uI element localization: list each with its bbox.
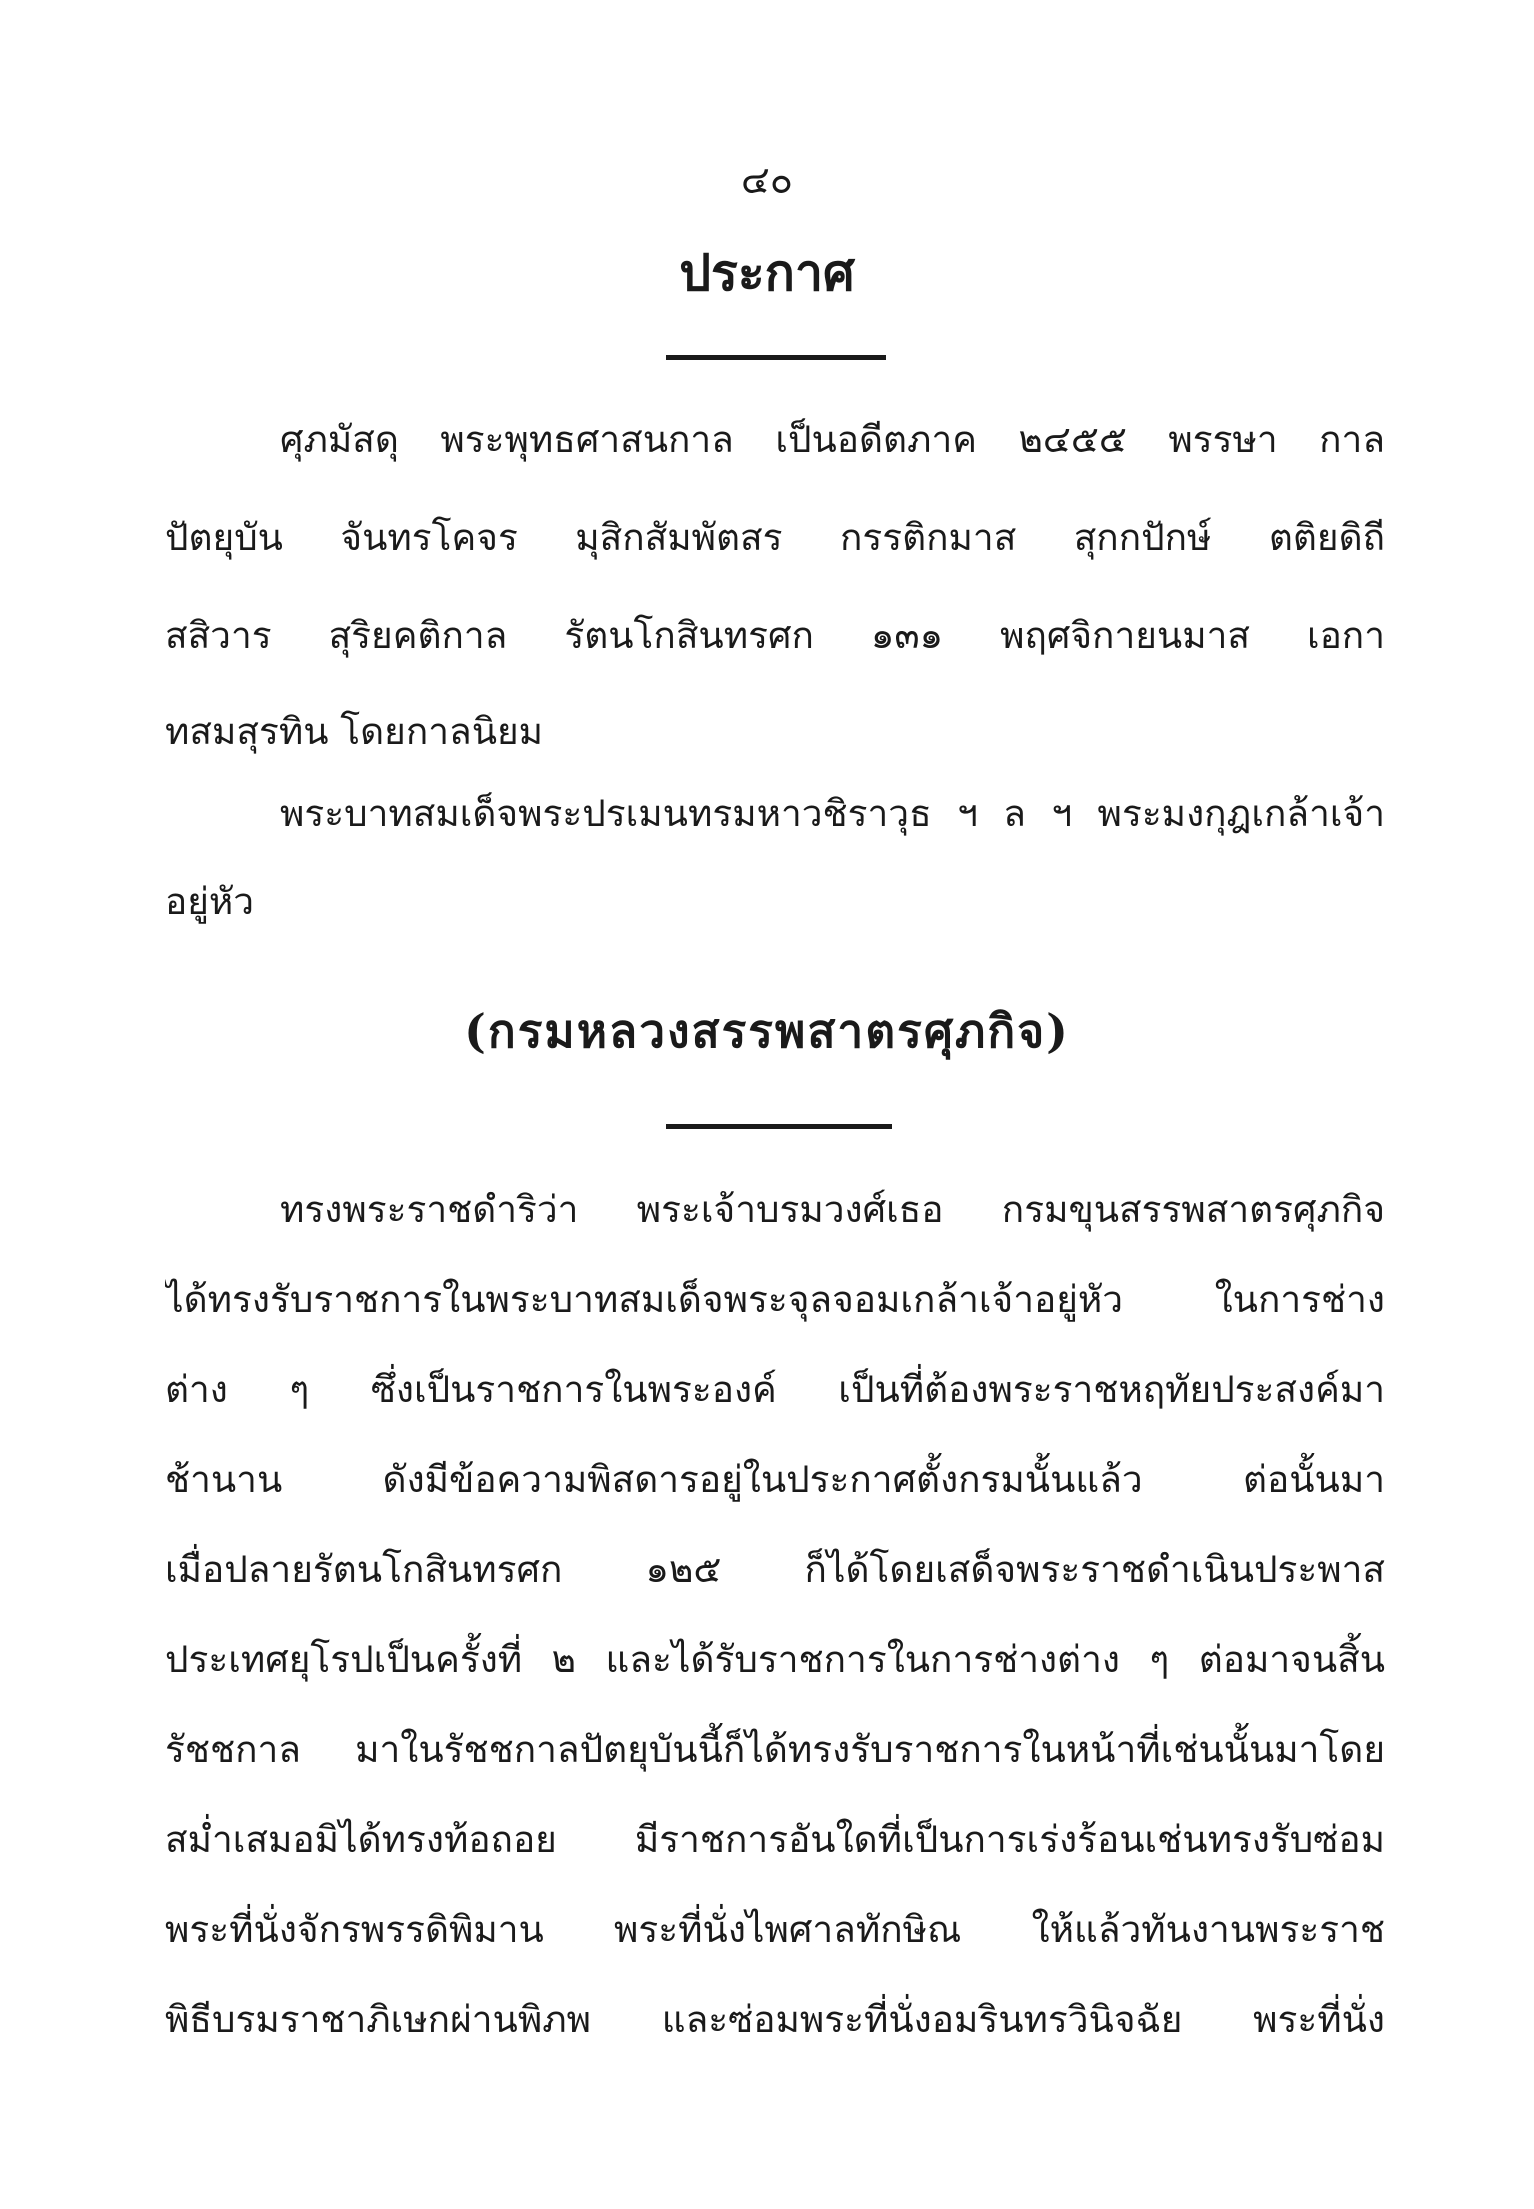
intro-line: ปัตยุบัน จันทรโคจร มุสิกสัมพัตสร กรรติกมาส สุกกปักษ์ ตติยดิถี [165,516,1385,559]
body-line: พระที่นั่งจักรพรรดิพิมาน พระที่นั่งไพศาลทักษิณ ให้แล้วทันงานพระราช [165,1908,1385,1951]
body-line: รัชชกาล มาในรัชชกาลปัตยุบันนี้ก็ได้ทรงรับราชการในหน้าที่เช่นนั้นมาโดย [165,1728,1385,1771]
king-line: พระบาทสมเด็จพระปรเมนทรมหาวชิราวุธ ฯ ล ฯ พระมงกุฎเกล้าเจ้า [280,792,1385,835]
intro-line: สสิวาร สุริยคติกาล รัตนโกสินทรศก ๑๓๑ พฤศจิกายนมาส เอกา [165,614,1385,657]
body-line: สม่ำเสมอมิได้ทรงท้อถอย มีราชการอันใดที่เป็นการเร่งร้อนเช่นทรงรับซ่อม [165,1818,1385,1861]
body-line: ประเทศยุโรปเป็นครั้งที่ ๒ และได้รับราชการในการช่างต่าง ๆ ต่อมาจนสิ้น [165,1638,1385,1681]
body-line: เมื่อปลายรัตนโกสินทรศก ๑๒๕ ก็ได้โดยเสด็จพระราชดำเนินประพาส [165,1548,1385,1591]
body-line: ต่าง ๆ ซึ่งเป็นราชการในพระองค์ เป็นที่ต้องพระราชหฤทัยประสงค์มา [165,1368,1385,1411]
section-subtitle: (กรมหลวงสรรพสาตรศุภกิจ) [464,1004,1070,1058]
intro-line: ทสมสุรทิน โดยกาลนิยม [165,710,544,753]
body-line: ได้ทรงรับราชการในพระบาทสมเด็จพระจุลจอมเกล้าเจ้าอยู่หัว ในการช่าง [165,1278,1385,1321]
page-title: ประกาศ [679,243,855,302]
body-line: พิธีบรมราชาภิเษกผ่านพิภพ และซ่อมพระที่นั่งอมรินทรวินิจฉัย พระที่นั่ง [165,1998,1385,2041]
king-line: อยู่หัว [165,880,255,923]
subtitle-divider [666,1124,892,1129]
intro-line: ศุภมัสดุ พระพุทธศาสนกาล เป็นอดีตภาค ๒๔๕๕ พรรษา กาล [280,418,1385,461]
body-line: ทรงพระราชดำริว่า พระเจ้าบรมวงศ์เธอ กรมขุนสรรพสาตรศุภกิจ [280,1188,1385,1231]
body-line: ช้านาน ดังมีข้อความพิสดารอยู่ในประกาศตั้งกรมนั้นแล้ว ต่อนั้นมา [165,1458,1385,1501]
page-number: ๔๐ [741,158,793,202]
title-divider [666,355,886,360]
